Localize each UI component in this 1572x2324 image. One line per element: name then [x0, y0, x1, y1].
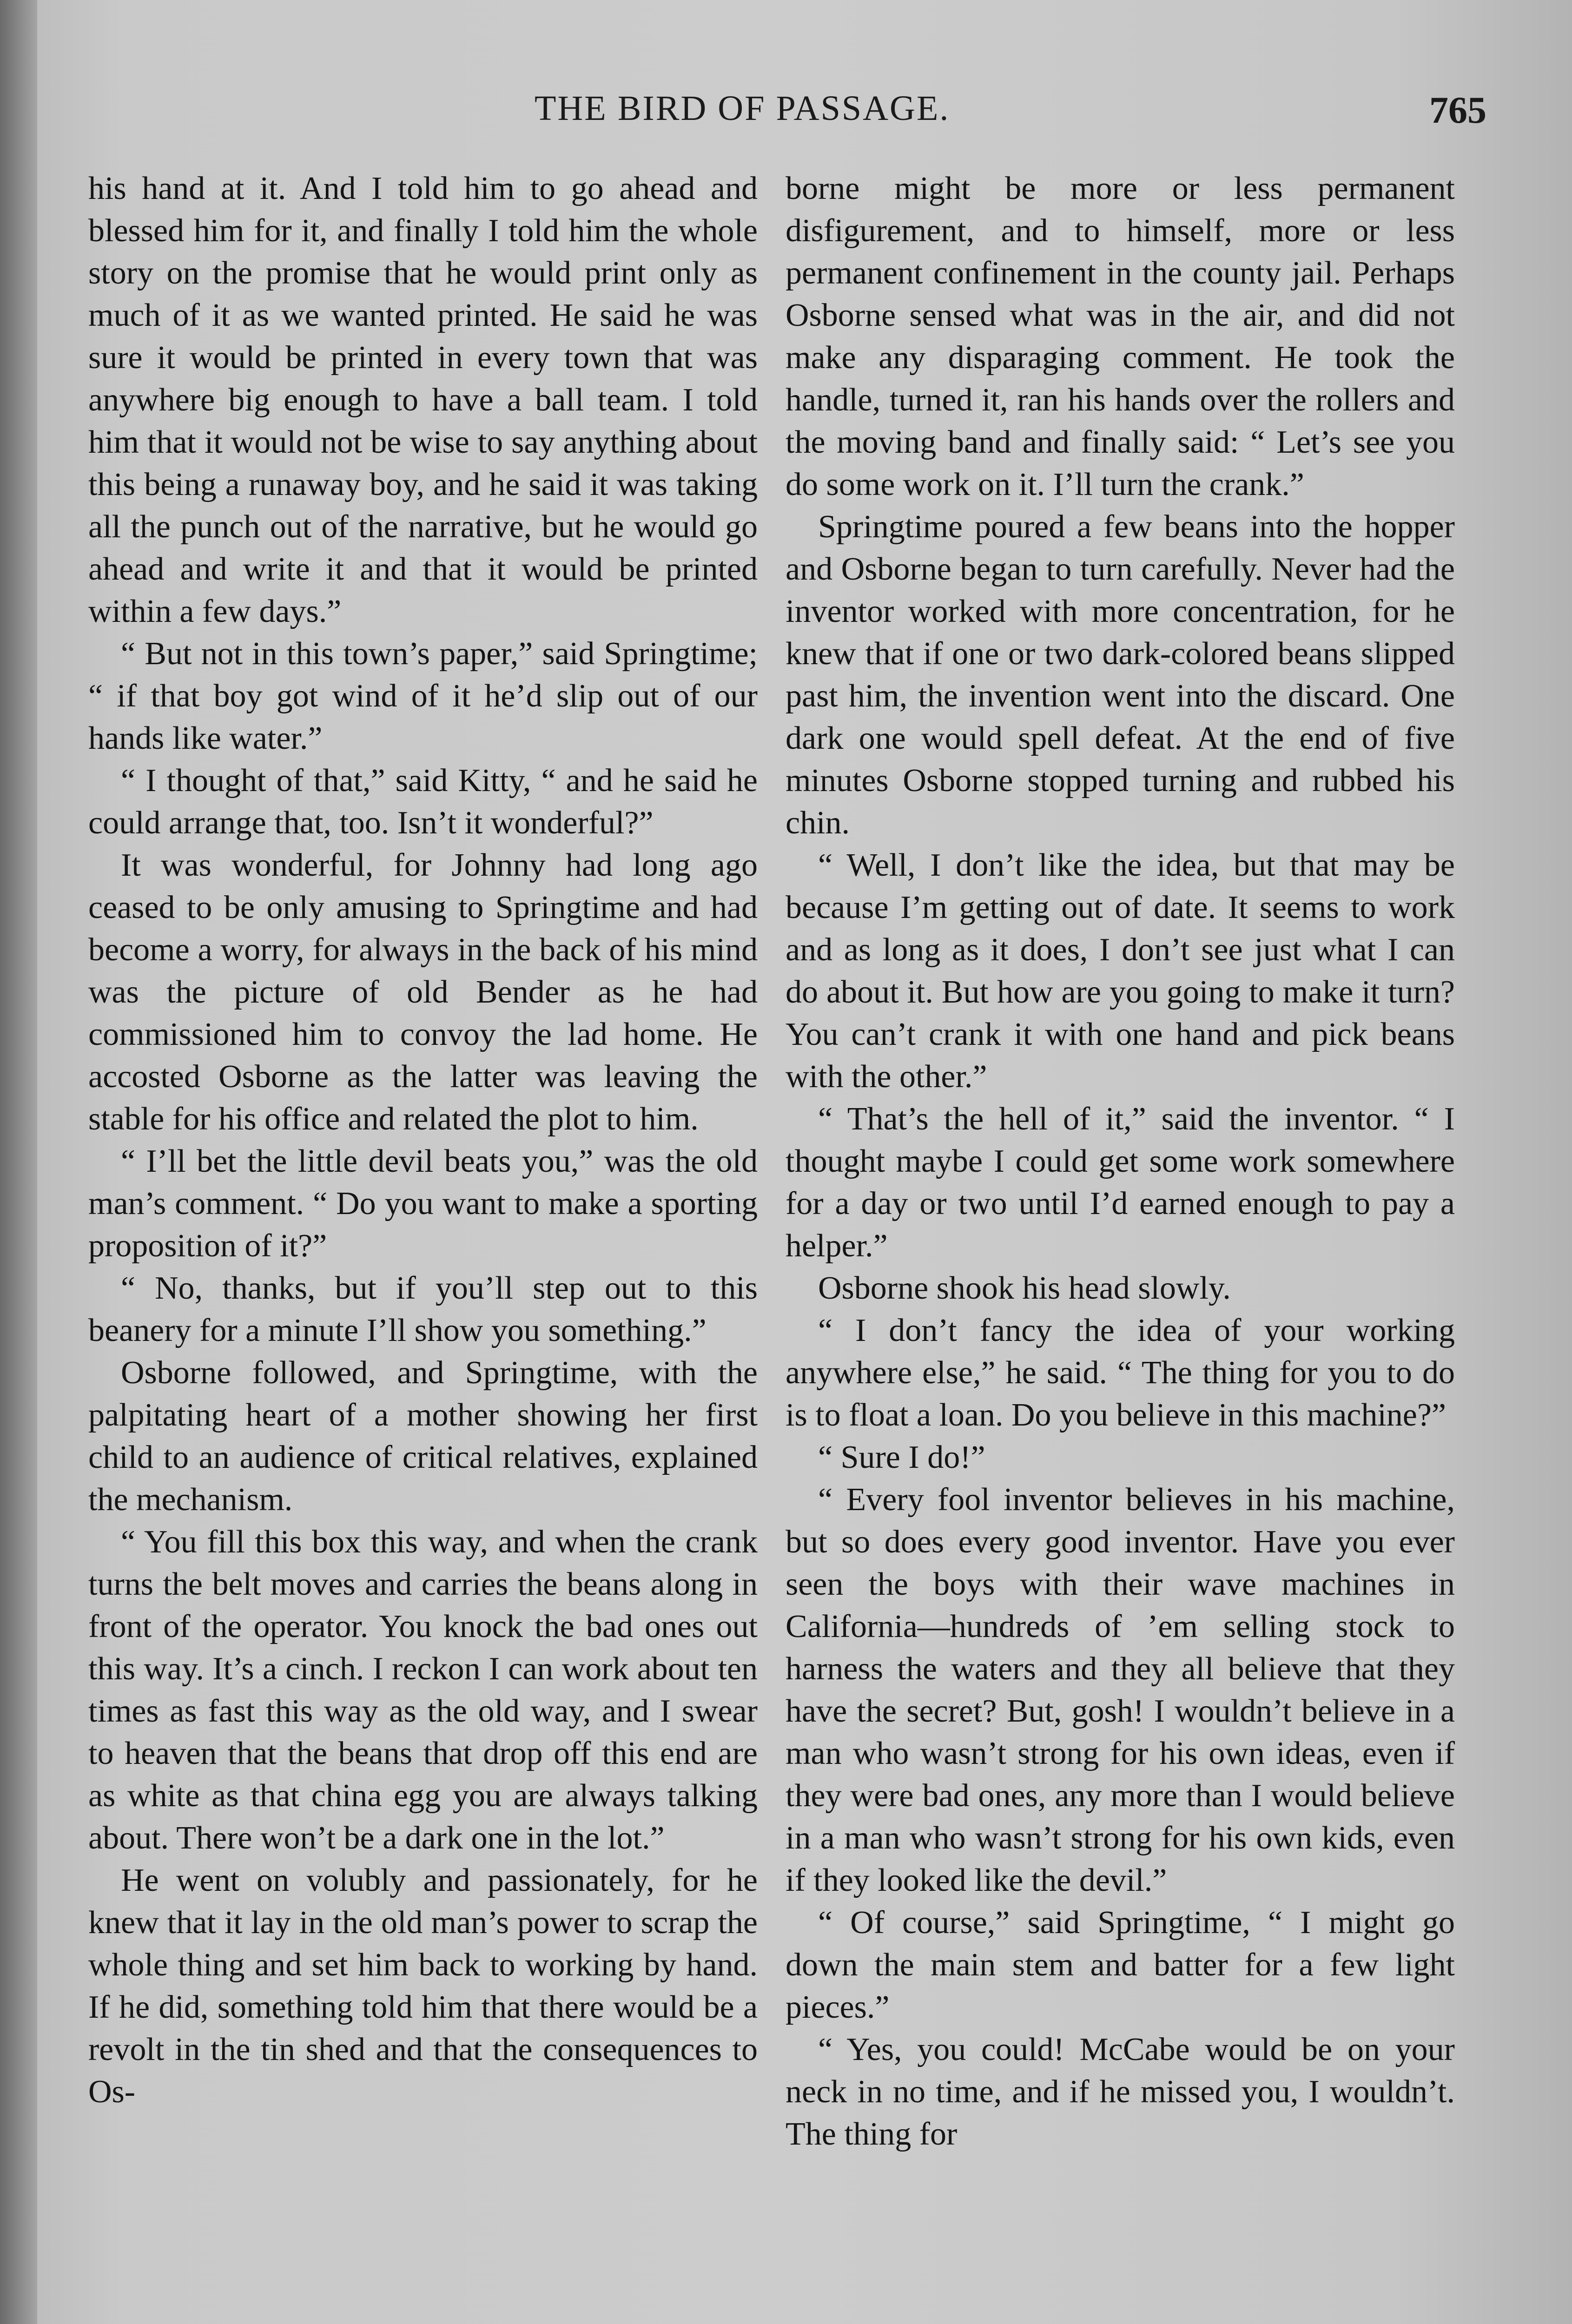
- page-number: 765: [1429, 89, 1486, 131]
- paragraph: “ I thought of that,” said Kitty, “ and he said he could arrange that, too. Isn’t it wonderful?”: [88, 763, 758, 841]
- paragraph: It was wonderful, for Johnny had long ago ceased to be only amusing to Springtime and had become a worry, for always in the back of his mind was the picture of old Bender as he had commissioned him to convoy the lad home. He accosted Osborne as the latter was leaving the stable for his office and related the plot to him.: [88, 847, 758, 1137]
- paragraph: “ Every fool inventor believes in his machine, but so does every good inventor. Have you ever seen the boys with their wave machines in California—hundreds of ’em selling stock to harness the waters and they all believe that they have the secret? But, gosh! I wouldn’t believe in a man who wasn’t strong for his own ideas, even if they were bad ones, any more than I would believe in a man who wasn’t strong for his own kids, even if they looked like the devil.”: [786, 1482, 1455, 1898]
- running-title: THE BIRD OF PASSAGE.: [535, 89, 950, 128]
- paragraph: “ But not in this town’s paper,” said Springtime; “ if that boy got wind of it he’d slip out of our hands like water.”: [88, 636, 758, 756]
- paragraph: “ I’ll bet the little devil beats you,” was the old man’s comment. “ Do you want to make a sporting proposition of it?”: [88, 1143, 758, 1264]
- left-column: [88, 167, 758, 2113]
- paragraph: “ Sure I do!”: [818, 1439, 985, 1475]
- paragraph: He went on volubly and passionately, for he knew that it lay in the old man’s power to scrap the whole thing and set him back to working by hand. If he did, something told him that there would be a revolt in the tin shed and that the consequences to Os-: [88, 1862, 758, 2110]
- paragraph: Osborne shook his head slowly.: [818, 1270, 1231, 1306]
- paragraph: borne might be more or less permanent disfigurement, and to himself, more or less permanent confinement in the county jail. Perhaps Osborne sensed what was in the air, and did not make any disparaging comment. He took the handle, turned it, ran his hands over the rollers and the moving band and finally said: “ Let’s see you do some work on it. I’ll turn the crank.”: [786, 171, 1455, 502]
- paragraph: Springtime poured a few beans into the hopper and Osborne began to turn carefully. Never had the inventor worked with more concentration, for he knew that if one or two dark-colored beans slipped past him, the invention went into the discard. One dark one would spell defeat. At the end of five minutes Osborne stopped turning and rubbed his chin.: [786, 509, 1455, 841]
- paragraph: “ No, thanks, but if you’ll step out to this beanery for a minute I’ll show you something.”: [88, 1270, 758, 1348]
- paragraph: “ That’s the hell of it,” said the inventor. “ I thought maybe I could get some work somewhere for a day or two until I’d earned enough to pay a helper.”: [786, 1101, 1455, 1264]
- page-gutter-shadow: [0, 0, 37, 2324]
- paragraph: “ You fill this box this way, and when the crank turns the belt moves and carries the beans along in front of the operator. You knock the bad ones out this way. It’s a cinch. I reckon I can work about ten times as fast this way as the old way, and I swear to heaven that the beans that drop off this end are as white as that china egg you are always talking about. There won’t be a dark one in the lot.”: [88, 1524, 758, 1856]
- right-column: [786, 167, 1455, 2155]
- paragraph: “ Of course,” said Springtime, “ I might go down the main stem and batter for a few light pieces.”: [786, 1905, 1455, 2025]
- paragraph: Osborne followed, and Springtime, with the palpitating heart of a mother showing her first child to an audience of critical relatives, explained the mechanism.: [88, 1355, 758, 1518]
- paragraph: “ I don’t fancy the idea of your working anywhere else,” he said. “ The thing for you to do is to float a loan. Do you believe in this machine?”: [786, 1313, 1455, 1433]
- paragraph: his hand at it. And I told him to go ahead and blessed him for it, and finally I told him the whole story on the promise that he would print only as much of it as we wanted printed. He said he was sure it would be printed in every town that was anywhere big enough to have a ball team. I told him that it would not be wise to say anything about this being a runaway boy, and he said it was taking all the punch out of the narrative, but he would go ahead and write it and that it would be printed within a few days.”: [88, 171, 758, 629]
- paragraph: “ Yes, you could! McCabe would be on your neck in no time, and if he missed you, I wouldn’t. The thing for: [786, 2032, 1455, 2152]
- paragraph: “ Well, I don’t like the idea, but that may be because I’m getting out of date. It seems to work and as long as it does, I don’t see just what I can do about it. But how are you going to make it turn? You can’t crank it with one hand and pick beans with the other.”: [786, 847, 1455, 1095]
